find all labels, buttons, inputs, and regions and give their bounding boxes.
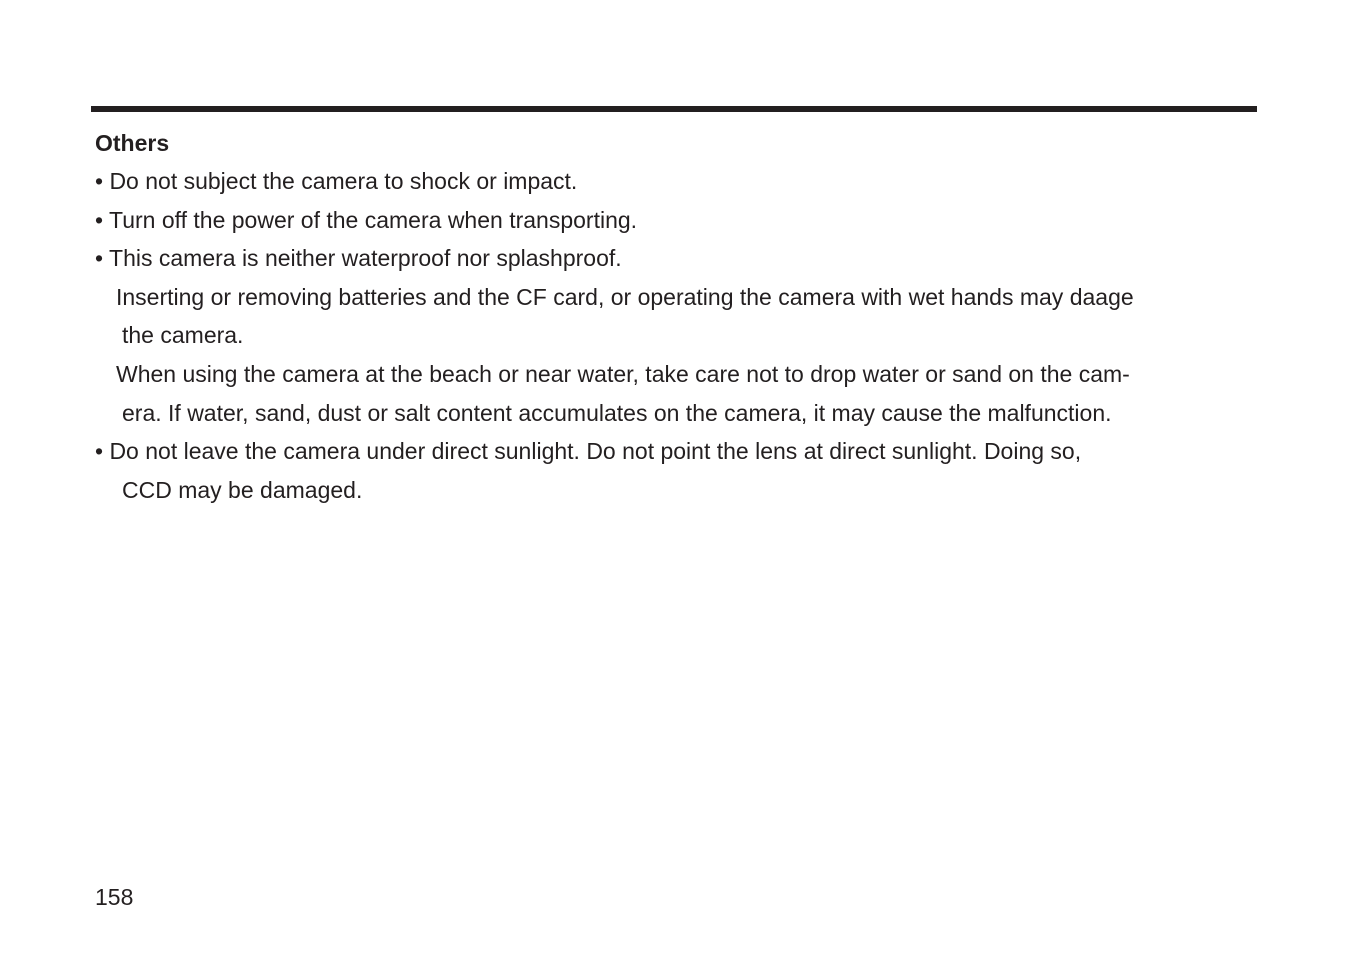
beach-detail-line-2: era. If water, sand, dust or salt content accumulates on the camera, it may cause the malfunction.: [122, 400, 1112, 426]
bullet-power: • Turn off the power of the camera when transporting.: [95, 207, 638, 233]
waterproof-detail-line-2: the camera.: [122, 322, 244, 348]
waterproof-detail-line-1: Inserting or removing batteries and the CF card, or operating the camera with wet hands may daage: [116, 284, 1134, 310]
bullet-shock: • Do not subject the camera to shock or impact.: [95, 168, 578, 194]
bullet-sunlight: • Do not leave the camera under direct sunlight. Do not point the lens at direct sunlight. Doing so,: [95, 438, 1082, 464]
sunlight-detail-line: CCD may be damaged.: [122, 477, 363, 503]
beach-detail-line-1: When using the camera at the beach or near water, take care not to drop water or sand on the cam-: [116, 361, 1130, 387]
top-rule: [91, 106, 1257, 112]
page-number: 158: [95, 884, 134, 910]
section-title: Others: [95, 130, 170, 156]
bullet-waterproof: • This camera is neither waterproof nor splashproof.: [95, 245, 622, 271]
